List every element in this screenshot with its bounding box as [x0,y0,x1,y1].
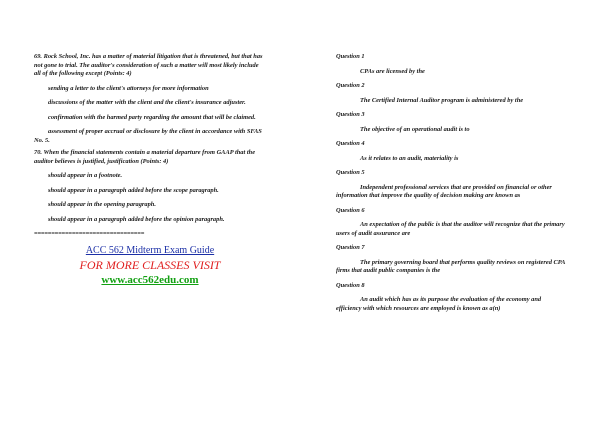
right-column [336,53,568,319]
question-7-label: Question 7 [336,244,365,251]
question-1-label: Question 1 [336,53,365,60]
question-6-text: An expectation of the public is that the auditor will recognize that the primary users of audit assurance are [336,221,565,237]
q70-option-c[interactable]: should appear in the opening paragraph. [48,201,156,208]
q70-option-d[interactable]: should appear in a paragraph added before the opinion paragraph. [48,215,225,223]
q70-option-b[interactable]: should appear in a paragraph added before the scope paragraph. [48,186,219,194]
site-link[interactable]: www.acc562edu.com [101,273,199,286]
question-2-text: The Certified Internal Auditor program is administered by the [360,96,524,104]
question-4-label: Question 4 [336,140,365,147]
separator-line: ================================ [34,230,145,237]
question-2-label: Question 2 [336,82,365,89]
q70-option-a[interactable]: should appear in a footnote. [48,172,123,179]
question-3-text: The objective of an operational audit is to [360,125,470,133]
left-column [34,53,266,284]
q69-option-a[interactable]: sending a letter to the client's attorneys for more information [48,84,209,92]
question-4-text: As it relates to an audit, materiality is [360,154,459,162]
q69-option-b[interactable]: discussions of the matter with the client and the client's insurance adjuster. [48,99,246,106]
question-8-label: Question 8 [336,281,365,289]
question-3-label: Question 3 [336,111,365,118]
question-1-text: CPAs are licensed by the [360,67,425,75]
question-5-label: Question 5 [336,169,365,176]
guide-title-link[interactable]: ACC 562 Midterm Exam Guide [85,244,215,256]
promo-text: FOR MORE CLASSES VISIT [79,258,221,272]
question-70-text: 70. When the financial statements contain a material departure from GAAP that the auditor believes is justified, justification (Points: 4) [34,149,256,165]
q69-option-d[interactable]: assessment of proper accrual or disclosure by the client in accordance with SFAS No. 5. [34,128,262,144]
q69-option-c[interactable]: confirmation with the harmed party regarding the amount that will be claimed. [48,113,256,121]
question-8-text: An audit which has as its purpose the evaluation of the economy and efficiency with which resources are employed is known as a(n) [336,296,542,312]
question-69-text: 69. Rock School, Inc. has a matter of material litigation that is threatened, but that has not gone to trial. The auditor's consideration of such a matter will most likely include all of the following except (Points: 4) [34,53,263,77]
question-7-text: The primary governing board that performs quality reviews on registered CPA firms that audit public companies is the [336,258,566,274]
question-5-text: Independent professional services that are provided on financial or other information that improve the quality of decision making are known as [336,183,552,199]
question-6-label: Question 6 [336,206,365,214]
